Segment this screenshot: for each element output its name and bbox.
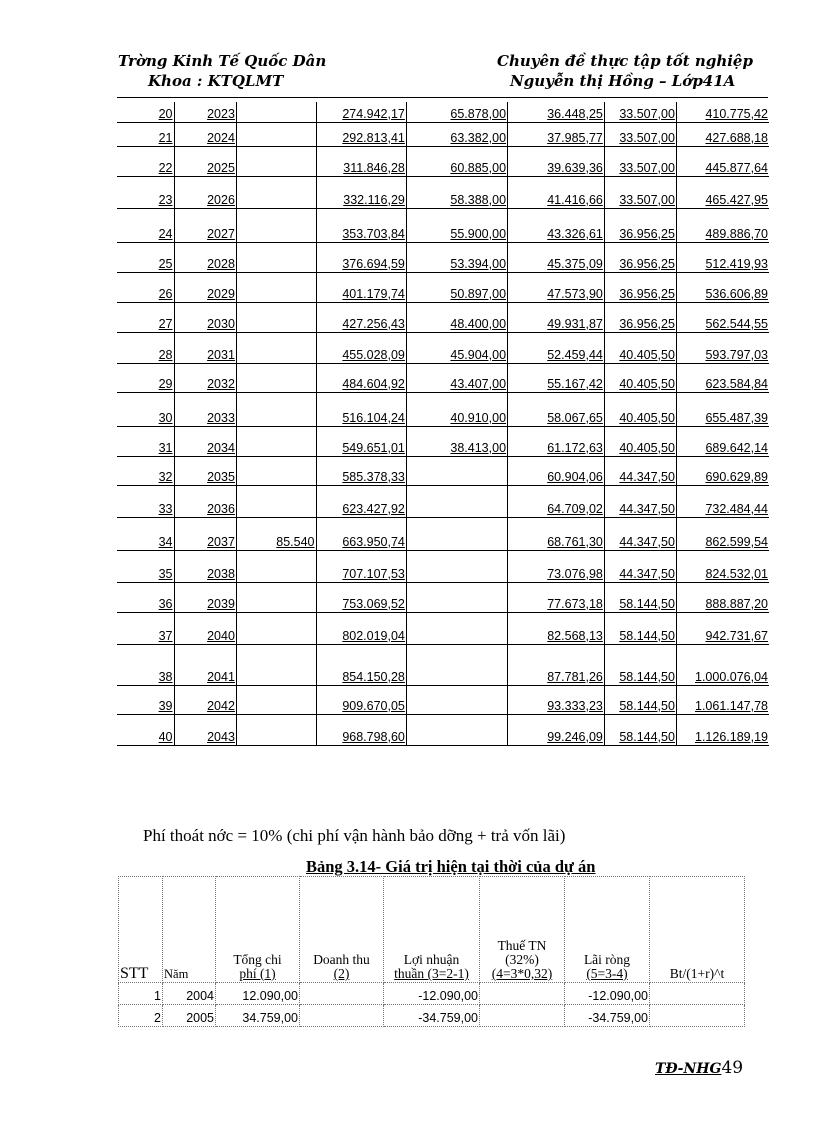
table-row bbox=[117, 122, 769, 146]
table-row bbox=[117, 517, 769, 550]
table-cell bbox=[236, 363, 316, 392]
table-cell: 1.061.147,78 bbox=[676, 685, 769, 714]
table-cell: 445.877,64 bbox=[676, 146, 769, 176]
table-cell: 26 bbox=[117, 272, 174, 302]
table-cell: 655.487,39 bbox=[676, 392, 769, 426]
table-cell: 401.179,74 bbox=[316, 272, 406, 302]
table-cell bbox=[406, 685, 507, 714]
table-cell: 50.897,00 bbox=[406, 272, 507, 302]
table-cell: 82.568,13 bbox=[508, 612, 605, 644]
table-cell: 753.069,52 bbox=[316, 582, 406, 612]
table-cell: 60.885,00 bbox=[406, 146, 507, 176]
table-cell: 45.904,00 bbox=[406, 332, 507, 363]
table-cell: 862.599,54 bbox=[676, 517, 769, 550]
table-cell: 2028 bbox=[174, 242, 236, 272]
table-cell bbox=[236, 582, 316, 612]
present-value-table bbox=[118, 876, 745, 1027]
table-cell: 44.347,50 bbox=[604, 550, 676, 582]
table-cell: 36 bbox=[117, 582, 174, 612]
table-cell: 44.347,50 bbox=[604, 517, 676, 550]
table-cell: 516.104,24 bbox=[316, 392, 406, 426]
table-cell: 33.507,00 bbox=[604, 146, 676, 176]
table-cell: 37.985,77 bbox=[508, 122, 605, 146]
table-cell: 35 bbox=[117, 550, 174, 582]
table-cell: 61.172,63 bbox=[508, 426, 605, 456]
table-cell bbox=[406, 714, 507, 745]
table-cell bbox=[236, 426, 316, 456]
table-cell: 2032 bbox=[174, 363, 236, 392]
table-cell: 25 bbox=[117, 242, 174, 272]
table-cell: 1 bbox=[119, 983, 163, 1005]
table-cell: 93.333,23 bbox=[508, 685, 605, 714]
table-cell bbox=[236, 392, 316, 426]
table-cell: 585.378,33 bbox=[316, 456, 406, 485]
header-total-cost: Tổng chi phí (1) bbox=[216, 877, 300, 983]
header-year: Năm bbox=[163, 877, 216, 983]
header-report-title: Chuyên đề thực tập tốt nghiệp bbox=[497, 52, 753, 70]
table-cell bbox=[236, 208, 316, 242]
table-cell: 2035 bbox=[174, 456, 236, 485]
table-cell: 824.532,01 bbox=[676, 550, 769, 582]
table-cell bbox=[236, 550, 316, 582]
table-cell: 53.394,00 bbox=[406, 242, 507, 272]
table-cell: 36.956,25 bbox=[604, 242, 676, 272]
table-cell: 549.651,01 bbox=[316, 426, 406, 456]
header-rule bbox=[117, 97, 768, 98]
table-cell: 593.797,03 bbox=[676, 332, 769, 363]
drainage-fee-note: Phí thoát nớc = 10% (chi phí vận hành bảo dỡng + trả vốn lãi) bbox=[143, 826, 566, 845]
table-cell: 39.639,36 bbox=[508, 146, 605, 176]
table-cell: 87.781,26 bbox=[508, 644, 605, 685]
table-cell: 2042 bbox=[174, 685, 236, 714]
table-cell: -12.090,00 bbox=[384, 983, 480, 1005]
table-cell: 484.604,92 bbox=[316, 363, 406, 392]
table-cell: 40.405,50 bbox=[604, 392, 676, 426]
table-cell: 40.405,50 bbox=[604, 363, 676, 392]
table-row bbox=[117, 426, 769, 456]
table-cell: 77.673,18 bbox=[508, 582, 605, 612]
table-cell: 38.413,00 bbox=[406, 426, 507, 456]
table-cell: 99.246,09 bbox=[508, 714, 605, 745]
table-cell: 85.540 bbox=[236, 517, 316, 550]
table-cell: 2031 bbox=[174, 332, 236, 363]
table-row bbox=[117, 714, 769, 745]
table-row bbox=[117, 146, 769, 176]
table-cell: 33 bbox=[117, 485, 174, 517]
table-cell bbox=[650, 983, 745, 1005]
table-cell: 58.067,65 bbox=[508, 392, 605, 426]
table-cell: 427.688,18 bbox=[676, 122, 769, 146]
table-cell: 1.000.076,04 bbox=[676, 644, 769, 685]
table-cell: 38 bbox=[117, 644, 174, 685]
table-cell: 2005 bbox=[163, 1005, 216, 1027]
table-cell: 40 bbox=[117, 714, 174, 745]
table-cell: 29 bbox=[117, 363, 174, 392]
table-row bbox=[117, 685, 769, 714]
table-row bbox=[117, 272, 769, 302]
table-cell: 37 bbox=[117, 612, 174, 644]
table-caption: Bảng 3.14- Giá trị hiện tại thời của dự án bbox=[306, 857, 596, 876]
table-cell: 40.405,50 bbox=[604, 332, 676, 363]
page-number: 49 bbox=[721, 1058, 744, 1078]
table-cell: 663.950,74 bbox=[316, 517, 406, 550]
table-cell: 732.484,44 bbox=[676, 485, 769, 517]
table-cell: 2025 bbox=[174, 146, 236, 176]
table-cell bbox=[406, 485, 507, 517]
table-cell: 33.507,00 bbox=[604, 176, 676, 208]
table-cell: 43.407,00 bbox=[406, 363, 507, 392]
table-cell: 802.019,04 bbox=[316, 612, 406, 644]
table-cell: 2043 bbox=[174, 714, 236, 745]
table-cell: 41.416,66 bbox=[508, 176, 605, 208]
header-faculty: Khoa : KTQLMT bbox=[148, 72, 284, 90]
table-cell: 65.878,00 bbox=[406, 102, 507, 122]
table-row bbox=[117, 392, 769, 426]
table-cell: 888.887,20 bbox=[676, 582, 769, 612]
table-cell: 40.910,00 bbox=[406, 392, 507, 426]
table-cell: 909.670,05 bbox=[316, 685, 406, 714]
table-cell: 376.694,59 bbox=[316, 242, 406, 272]
table-cell: 28 bbox=[117, 332, 174, 363]
table-row bbox=[117, 332, 769, 363]
table-cell: 2004 bbox=[163, 983, 216, 1005]
table-row bbox=[119, 1005, 745, 1027]
table-cell bbox=[236, 272, 316, 302]
table-cell: 36.448,25 bbox=[508, 102, 605, 122]
table-cell: 2027 bbox=[174, 208, 236, 242]
table-cell bbox=[650, 1005, 745, 1027]
table-cell: 48.400,00 bbox=[406, 302, 507, 332]
table-cell: 63.382,00 bbox=[406, 122, 507, 146]
table-cell: 427.256,43 bbox=[316, 302, 406, 332]
footer-signature: TĐ-NHG bbox=[655, 1061, 722, 1077]
table-cell bbox=[236, 456, 316, 485]
header-net-profit: Lợi nhuận thuần (3=2-1) bbox=[384, 877, 480, 983]
table-cell bbox=[236, 102, 316, 122]
table-cell: 55.900,00 bbox=[406, 208, 507, 242]
header-stt: STT bbox=[119, 877, 163, 983]
table-cell: 410.775,42 bbox=[676, 102, 769, 122]
table-cell bbox=[406, 517, 507, 550]
header-discounted-benefit: Bt/(1+r)^t bbox=[650, 877, 745, 983]
table-cell: 36.956,25 bbox=[604, 272, 676, 302]
table-cell: 58.144,50 bbox=[604, 644, 676, 685]
table-cell: 33.507,00 bbox=[604, 122, 676, 146]
table-cell: 34 bbox=[117, 517, 174, 550]
table-cell bbox=[406, 612, 507, 644]
table-cell: 2037 bbox=[174, 517, 236, 550]
table-cell: 690.629,89 bbox=[676, 456, 769, 485]
table-cell: -12.090,00 bbox=[565, 983, 650, 1005]
table-cell bbox=[236, 122, 316, 146]
table-row bbox=[117, 242, 769, 272]
table-cell bbox=[480, 983, 565, 1005]
table-cell: 47.573,90 bbox=[508, 272, 605, 302]
table-cell: 22 bbox=[117, 146, 174, 176]
table-cell: 353.703,84 bbox=[316, 208, 406, 242]
table-row bbox=[117, 208, 769, 242]
table-cell: 689.642,14 bbox=[676, 426, 769, 456]
table-cell bbox=[300, 983, 384, 1005]
table-cell: 34.759,00 bbox=[216, 1005, 300, 1027]
table-cell: 23 bbox=[117, 176, 174, 208]
table-cell: 623.584,84 bbox=[676, 363, 769, 392]
table-row bbox=[117, 363, 769, 392]
table-cell: 707.107,53 bbox=[316, 550, 406, 582]
table-cell: 40.405,50 bbox=[604, 426, 676, 456]
table-cell: 36.956,25 bbox=[604, 208, 676, 242]
table-cell: 60.904,06 bbox=[508, 456, 605, 485]
table-cell bbox=[406, 582, 507, 612]
table-cell: 274.942,17 bbox=[316, 102, 406, 122]
table-cell: 2024 bbox=[174, 122, 236, 146]
table-cell: 64.709,02 bbox=[508, 485, 605, 517]
table-cell: 2041 bbox=[174, 644, 236, 685]
table-cell: 1.126.189,19 bbox=[676, 714, 769, 745]
footer bbox=[655, 1058, 743, 1078]
table-cell: 44.347,50 bbox=[604, 456, 676, 485]
table-cell: 27 bbox=[117, 302, 174, 332]
table-cell bbox=[406, 644, 507, 685]
table-cell bbox=[236, 302, 316, 332]
table-cell: 2033 bbox=[174, 392, 236, 426]
table-cell: 58.144,50 bbox=[604, 612, 676, 644]
table-cell: -34.759,00 bbox=[565, 1005, 650, 1027]
table-cell: 12.090,00 bbox=[216, 983, 300, 1005]
table-cell: 512.419,93 bbox=[676, 242, 769, 272]
table-cell: 32 bbox=[117, 456, 174, 485]
table-cell: 68.761,30 bbox=[508, 517, 605, 550]
table-cell: 2023 bbox=[174, 102, 236, 122]
header-revenue: Doanh thu (2) bbox=[300, 877, 384, 983]
table-row bbox=[117, 612, 769, 644]
table-cell: 2039 bbox=[174, 582, 236, 612]
table-cell: 43.326,61 bbox=[508, 208, 605, 242]
table-row bbox=[117, 102, 769, 122]
table-cell bbox=[236, 612, 316, 644]
table-cell: 536.606,89 bbox=[676, 272, 769, 302]
table-cell bbox=[406, 456, 507, 485]
table-cell bbox=[236, 146, 316, 176]
table-cell: 52.459,44 bbox=[508, 332, 605, 363]
table-row bbox=[119, 983, 745, 1005]
header-author: Nguyễn thị Hồng – Lớp41A bbox=[510, 72, 736, 90]
table-cell: 20 bbox=[117, 102, 174, 122]
table-row bbox=[117, 644, 769, 685]
table-cell: 2040 bbox=[174, 612, 236, 644]
table-cell: 2026 bbox=[174, 176, 236, 208]
header-school: Trờng Kinh Tế Quốc Dân bbox=[118, 52, 327, 70]
table-cell: 332.116,29 bbox=[316, 176, 406, 208]
table-row bbox=[117, 550, 769, 582]
table-cell: 292.813,41 bbox=[316, 122, 406, 146]
table-row bbox=[117, 485, 769, 517]
table-cell: 49.931,87 bbox=[508, 302, 605, 332]
table-row bbox=[117, 302, 769, 332]
table-row bbox=[117, 456, 769, 485]
table-cell: 489.886,70 bbox=[676, 208, 769, 242]
table-cell: 2038 bbox=[174, 550, 236, 582]
table-cell: 58.144,50 bbox=[604, 714, 676, 745]
table-cell bbox=[236, 176, 316, 208]
table-cell bbox=[480, 1005, 565, 1027]
table-cell: 36.956,25 bbox=[604, 302, 676, 332]
table-cell: 24 bbox=[117, 208, 174, 242]
table-cell bbox=[236, 242, 316, 272]
table-cell: 2 bbox=[119, 1005, 163, 1027]
table-cell: 31 bbox=[117, 426, 174, 456]
table-cell: 39 bbox=[117, 685, 174, 714]
table-cell: 455.028,09 bbox=[316, 332, 406, 363]
table-cell: 311.846,28 bbox=[316, 146, 406, 176]
table-cell bbox=[236, 714, 316, 745]
table-cell: 58.144,50 bbox=[604, 582, 676, 612]
table-cell: 44.347,50 bbox=[604, 485, 676, 517]
table-cell: 968.798,60 bbox=[316, 714, 406, 745]
header-income-tax: Thuế TN (32%) (4=3*0,32) bbox=[480, 877, 565, 983]
table-header-row bbox=[119, 877, 745, 983]
table-cell: -34.759,00 bbox=[384, 1005, 480, 1027]
table-cell: 73.076,98 bbox=[508, 550, 605, 582]
table-cell: 2029 bbox=[174, 272, 236, 302]
table-cell bbox=[236, 685, 316, 714]
table-cell: 623.427,92 bbox=[316, 485, 406, 517]
table-cell: 854.150,28 bbox=[316, 644, 406, 685]
table-cell: 55.167,42 bbox=[508, 363, 605, 392]
table-cell bbox=[236, 332, 316, 363]
table-cell: 465.427,95 bbox=[676, 176, 769, 208]
table-cell: 562.544,55 bbox=[676, 302, 769, 332]
table-cell bbox=[236, 485, 316, 517]
header-net-income: Lãi ròng (5=3-4) bbox=[565, 877, 650, 983]
table-row bbox=[117, 582, 769, 612]
table-cell bbox=[300, 1005, 384, 1027]
table-cell bbox=[406, 550, 507, 582]
table-cell: 2030 bbox=[174, 302, 236, 332]
table-cell: 2036 bbox=[174, 485, 236, 517]
table-cell bbox=[236, 644, 316, 685]
cashflow-table-continued bbox=[117, 102, 769, 746]
table-cell: 2034 bbox=[174, 426, 236, 456]
table-row bbox=[117, 176, 769, 208]
table-cell: 942.731,67 bbox=[676, 612, 769, 644]
table-cell: 58.388,00 bbox=[406, 176, 507, 208]
table-cell: 21 bbox=[117, 122, 174, 146]
table-cell: 33.507,00 bbox=[604, 102, 676, 122]
table-cell: 30 bbox=[117, 392, 174, 426]
table-cell: 58.144,50 bbox=[604, 685, 676, 714]
table-cell: 45.375,09 bbox=[508, 242, 605, 272]
